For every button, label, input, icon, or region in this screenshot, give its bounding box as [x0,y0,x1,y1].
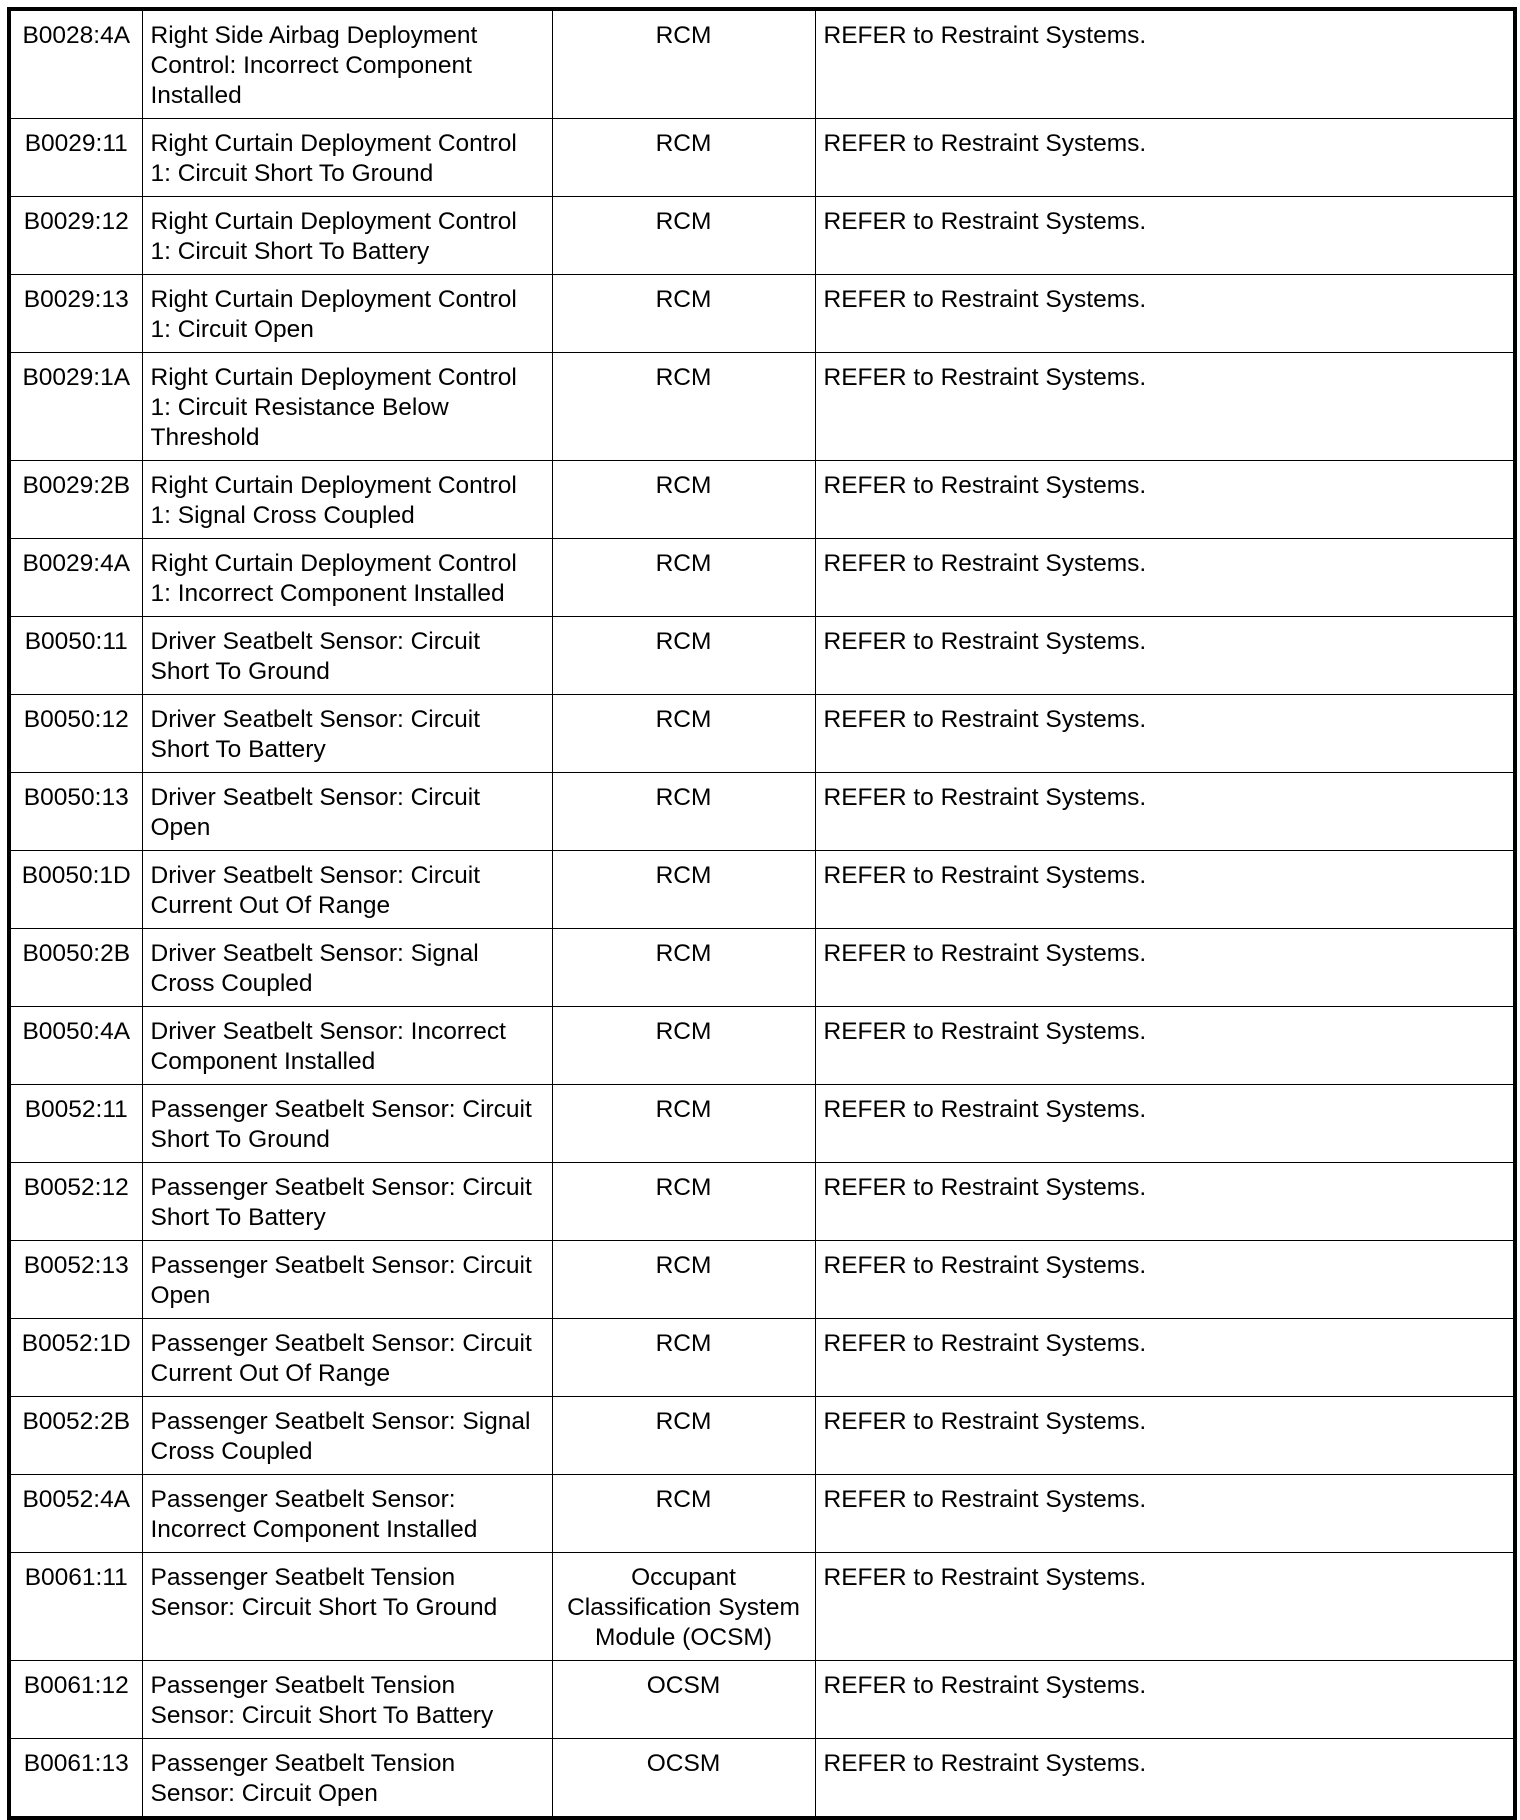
dtc-action-cell: REFER to Restraint Systems. [815,1553,1515,1661]
dtc-code-cell: B0029:12 [9,197,142,275]
dtc-module-cell: RCM [552,275,815,353]
dtc-action-cell: REFER to Restraint Systems. [815,929,1515,1007]
dtc-module-cell: RCM [552,9,815,119]
dtc-code-cell: B0052:13 [9,1241,142,1319]
dtc-description-cell: Right Curtain Deployment Control 1: Circuit Short To Battery [142,197,552,275]
dtc-description-cell: Right Curtain Deployment Control 1: Circuit Resistance Below Threshold [142,353,552,461]
dtc-code-cell: B0050:12 [9,695,142,773]
table-row [9,1163,1515,1241]
dtc-description-cell: Driver Seatbelt Sensor: Incorrect Component Installed [142,1007,552,1085]
dtc-module-cell: RCM [552,1319,815,1397]
dtc-description-cell: Passenger Seatbelt Tension Sensor: Circuit Short To Ground [142,1553,552,1661]
table-row [9,1661,1515,1739]
table-row [9,1241,1515,1319]
dtc-action-cell: REFER to Restraint Systems. [815,1007,1515,1085]
dtc-code-cell: B0050:4A [9,1007,142,1085]
dtc-action-cell: REFER to Restraint Systems. [815,539,1515,617]
dtc-description-cell: Passenger Seatbelt Sensor: Circuit Short To Battery [142,1163,552,1241]
dtc-action-cell: REFER to Restraint Systems. [815,1661,1515,1739]
dtc-module-cell: RCM [552,1397,815,1475]
dtc-code-cell: B0052:11 [9,1085,142,1163]
dtc-module-cell: RCM [552,773,815,851]
dtc-action-cell: REFER to Restraint Systems. [815,461,1515,539]
table-row [9,773,1515,851]
dtc-code-cell: B0052:1D [9,1319,142,1397]
dtc-code-cell: B0050:1D [9,851,142,929]
dtc-description-cell: Right Curtain Deployment Control 1: Incorrect Component Installed [142,539,552,617]
dtc-code-cell: B0029:1A [9,353,142,461]
table-row [9,1553,1515,1661]
dtc-module-cell: RCM [552,617,815,695]
dtc-table [7,7,1517,1820]
dtc-code-cell: B0052:2B [9,1397,142,1475]
dtc-module-cell: RCM [552,1475,815,1553]
dtc-description-cell: Right Curtain Deployment Control 1: Signal Cross Coupled [142,461,552,539]
dtc-description-cell: Driver Seatbelt Sensor: Circuit Open [142,773,552,851]
table-row [9,851,1515,929]
dtc-code-cell: B0050:13 [9,773,142,851]
dtc-action-cell: REFER to Restraint Systems. [815,695,1515,773]
dtc-description-cell: Passenger Seatbelt Sensor: Signal Cross Coupled [142,1397,552,1475]
dtc-description-cell: Passenger Seatbelt Sensor: Circuit Open [142,1241,552,1319]
dtc-action-cell: REFER to Restraint Systems. [815,851,1515,929]
dtc-description-cell: Passenger Seatbelt Tension Sensor: Circuit Open [142,1739,552,1819]
dtc-code-cell: B0050:2B [9,929,142,1007]
dtc-code-cell: B0061:12 [9,1661,142,1739]
dtc-action-cell: REFER to Restraint Systems. [815,617,1515,695]
dtc-action-cell: REFER to Restraint Systems. [815,1319,1515,1397]
dtc-code-cell: B0061:13 [9,1739,142,1819]
dtc-description-cell: Right Side Airbag Deployment Control: Incorrect Component Installed [142,9,552,119]
table-row [9,461,1515,539]
dtc-module-cell: RCM [552,1163,815,1241]
dtc-module-cell: OCSM [552,1739,815,1819]
dtc-module-cell: RCM [552,929,815,1007]
dtc-code-cell: B0050:11 [9,617,142,695]
dtc-action-cell: REFER to Restraint Systems. [815,1241,1515,1319]
dtc-action-cell: REFER to Restraint Systems. [815,1475,1515,1553]
dtc-module-cell: RCM [552,1241,815,1319]
dtc-module-cell: Occupant Classification System Module (OCSM) [552,1553,815,1661]
dtc-description-cell: Driver Seatbelt Sensor: Signal Cross Coupled [142,929,552,1007]
dtc-action-cell: REFER to Restraint Systems. [815,1739,1515,1819]
dtc-description-cell: Right Curtain Deployment Control 1: Circuit Open [142,275,552,353]
dtc-action-cell: REFER to Restraint Systems. [815,119,1515,197]
dtc-code-cell: B0052:12 [9,1163,142,1241]
dtc-action-cell: REFER to Restraint Systems. [815,9,1515,119]
table-row [9,197,1515,275]
dtc-module-cell: RCM [552,461,815,539]
dtc-action-cell: REFER to Restraint Systems. [815,353,1515,461]
dtc-description-cell: Passenger Seatbelt Tension Sensor: Circuit Short To Battery [142,1661,552,1739]
dtc-module-cell: RCM [552,539,815,617]
dtc-action-cell: REFER to Restraint Systems. [815,1085,1515,1163]
dtc-module-cell: RCM [552,353,815,461]
dtc-code-cell: B0061:11 [9,1553,142,1661]
table-row [9,1085,1515,1163]
table-row [9,353,1515,461]
dtc-action-cell: REFER to Restraint Systems. [815,1163,1515,1241]
table-row [9,539,1515,617]
dtc-code-cell: B0029:2B [9,461,142,539]
table-row [9,1397,1515,1475]
table-row [9,275,1515,353]
dtc-code-cell: B0029:4A [9,539,142,617]
dtc-module-cell: RCM [552,197,815,275]
dtc-code-cell: B0029:13 [9,275,142,353]
dtc-module-cell: RCM [552,1085,815,1163]
dtc-action-cell: REFER to Restraint Systems. [815,1397,1515,1475]
dtc-description-cell: Passenger Seatbelt Sensor: Incorrect Component Installed [142,1475,552,1553]
table-row [9,1739,1515,1819]
dtc-module-cell: OCSM [552,1661,815,1739]
table-row [9,1007,1515,1085]
dtc-module-cell: RCM [552,851,815,929]
dtc-action-cell: REFER to Restraint Systems. [815,275,1515,353]
dtc-code-cell: B0029:11 [9,119,142,197]
dtc-module-cell: RCM [552,119,815,197]
dtc-code-cell: B0052:4A [9,1475,142,1553]
table-row [9,695,1515,773]
document-page [7,7,1513,1820]
table-row [9,617,1515,695]
dtc-description-cell: Passenger Seatbelt Sensor: Circuit Short To Ground [142,1085,552,1163]
dtc-description-cell: Right Curtain Deployment Control 1: Circuit Short To Ground [142,119,552,197]
dtc-action-cell: REFER to Restraint Systems. [815,197,1515,275]
dtc-action-cell: REFER to Restraint Systems. [815,773,1515,851]
dtc-description-cell: Driver Seatbelt Sensor: Circuit Short To Battery [142,695,552,773]
table-row [9,929,1515,1007]
table-row [9,1319,1515,1397]
dtc-table-body [9,9,1515,1818]
dtc-code-cell: B0028:4A [9,9,142,119]
dtc-module-cell: RCM [552,695,815,773]
dtc-description-cell: Passenger Seatbelt Sensor: Circuit Current Out Of Range [142,1319,552,1397]
table-row [9,9,1515,119]
table-row [9,119,1515,197]
dtc-description-cell: Driver Seatbelt Sensor: Circuit Short To Ground [142,617,552,695]
dtc-description-cell: Driver Seatbelt Sensor: Circuit Current Out Of Range [142,851,552,929]
dtc-module-cell: RCM [552,1007,815,1085]
table-row [9,1475,1515,1553]
